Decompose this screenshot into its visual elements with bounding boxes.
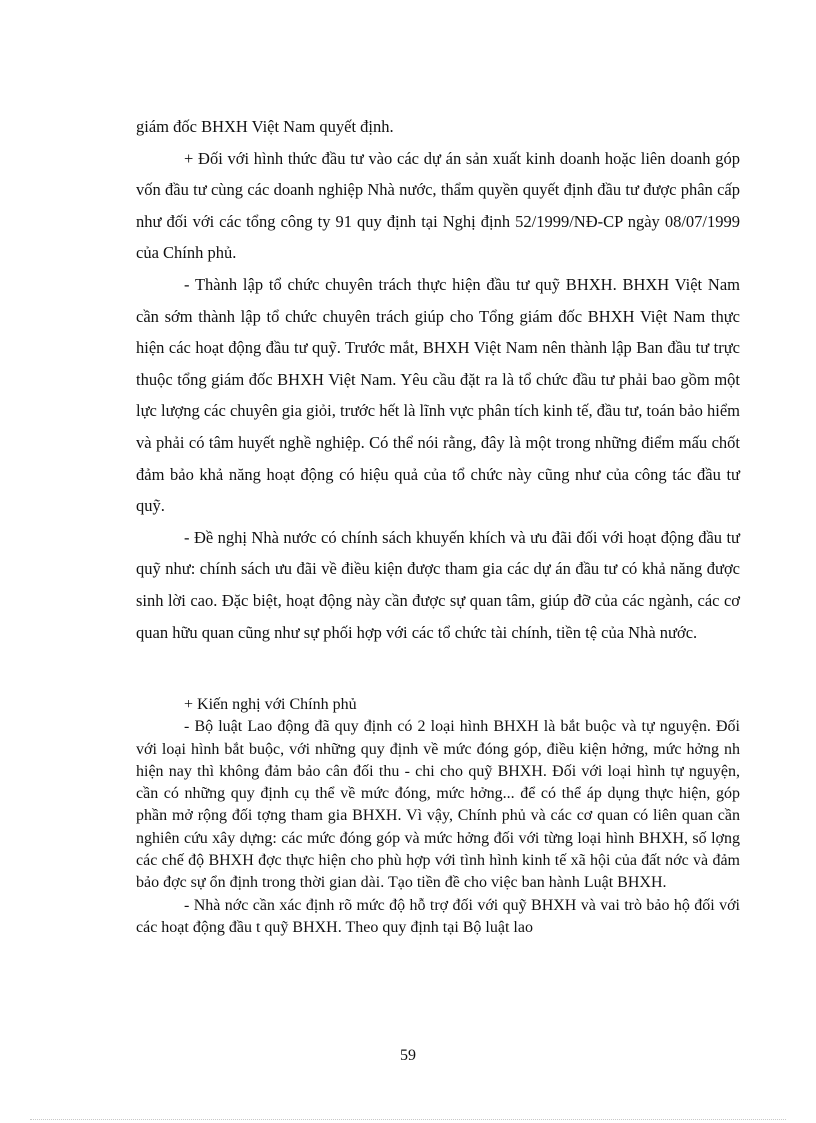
- paragraph-state-incentives: - Đề nghị Nhà nước có chính sách khuyến khích và ưu đãi đối với hoạt động đầu tư quỹ như: chính sách ưu đãi về điều kiện được tham gia các dự án đầu tư có khả năng được sinh lời cao. Đặc biệt, hoạt động này cần được sự quan tâm, giúp đỡ của các ngành, các cơ quan hữu quan cũng như sự phối hợp với các tổ chức tài chính, tiền tệ của Nhà nước.: [136, 527, 740, 642]
- page-number: 59: [400, 1047, 416, 1064]
- paragraph-investment-authority: + Đối với hình thức đầu tư vào các dự án sản xuất kinh doanh hoặc liên doanh góp vốn đầu tư cùng các doanh nghiệp Nhà nước, thẩm quyền quyết định đầu tư được phân cấp như đối với các tổng công ty 91 quy định tại Nghị định 52/1999/NĐ-CP ngày 08/07/1999 của Chính phủ.: [136, 148, 740, 263]
- page-bottom-divider: [30, 1119, 786, 1120]
- paragraph-continuation: giám đốc BHXH Việt Nam quyết định.: [136, 117, 394, 136]
- body-text-lower: [136, 694, 740, 939]
- paragraph-state-support: - Nhà nớc cần xác định rõ mức độ hỗ trợ đối với quỹ BHXH và vai trò bảo hộ đối với các hoạt động đầu t quỹ BHXH. Theo quy định tại Bộ luật lao: [136, 896, 740, 936]
- paragraph-dedicated-organization: - Thành lập tổ chức chuyên trách thực hiện đầu tư quỹ BHXH. BHXH Việt Nam cần sớm thành lập tổ chức chuyên trách giúp cho Tổng giám đốc BHXH Việt Nam thực hiện các hoạt động đầu tư quỹ. Trước mắt, BHXH Việt Nam nên thành lập Ban đầu tư trực thuộc tổng giám đốc BHXH Việt Nam. Yêu cầu đặt ra là tổ chức đầu tư phải bao gồm một lực lượng các chuyên gia giỏi, trước hết là lĩnh vực phân tích kinh tế, đầu tư, toán bảo hiểm và phải có tâm huyết nghề nghiệp. Có thể nói rằng, đây là một trong những điểm mấu chốt đảm bảo khả năng hoạt động có hiệu quả của tổ chức này cũng như của công tác đầu tư quỹ.: [136, 274, 740, 516]
- heading-government-recommendation: + Kiến nghị với Chính phủ: [184, 696, 357, 713]
- body-text-upper: [136, 111, 740, 648]
- paragraph-labor-code: - Bộ luật Lao động đã quy định có 2 loại hình BHXH là bắt buộc và tự nguyện. Đối với loại hình bắt buộc, với những quy định về mức đóng góp, điều kiện hởng, mức hởng nh hiện nay thì không đảm bảo cân đối thu - chi cho quỹ BHXH. Đối với loại hình tự nguyện, cần có những quy định cụ thể về mức đóng, mức hởng... để có thể áp dụng thực hiện, góp phần mở rộng đối tợng tham gia BHXH. Vì vậy, Chính phủ và các cơ quan có liên quan cần nghiên cứu xây dựng: các mức đóng góp và mức hởng đối với từng loại hình BHXH, số lợng các chế độ BHXH đợc thực hiện cho phù hợp với tình hình kinh tế xã hội của đất nớc và đảm bảo đợc sự ổn định trong thời gian dài. Tạo tiền đề cho việc ban hành Luật BHXH.: [136, 718, 740, 892]
